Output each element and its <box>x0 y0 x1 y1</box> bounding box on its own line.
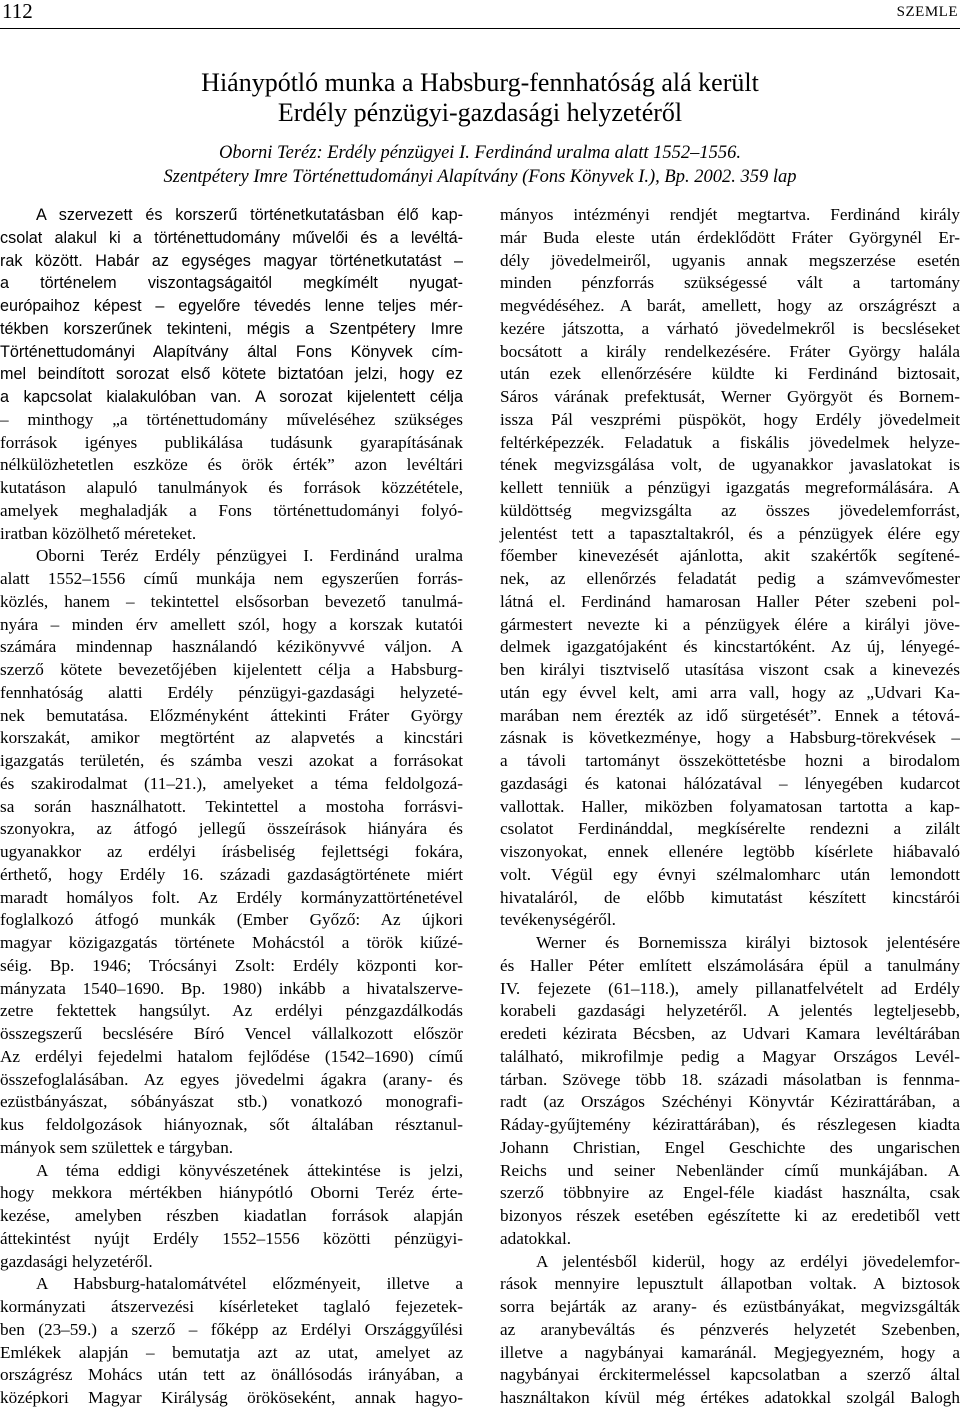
text-line: látná el. Ferdinánd hamarosan Haller Péter szebeni pol- <box>500 591 960 611</box>
page-number: 112 <box>2 0 33 23</box>
text-line: IV. fejezete (61–118.), amely pillanatfelvételt ad Erdély <box>500 978 960 998</box>
title-line: Erdély pénzügyi-gazdasági helyzetéről <box>277 98 683 127</box>
text-line: szerző kötete bevezetőjében kijelentett célja a Habsburg- <box>0 660 463 679</box>
text-line: számára mindennap használandó kézikönyvvé váljon. A <box>0 637 463 657</box>
page-header <box>0 0 960 30</box>
text-line: kormányzati átszervezési kísérleteket taglaló fejezetek- <box>0 1297 463 1316</box>
text-line: foglalkozó átfogó munkák (Ember Győző: Az újkori <box>0 910 463 930</box>
right-text-column <box>500 204 960 1410</box>
text-line: Reichs und seiner Nebenländer című munkájában. A <box>500 1160 960 1180</box>
text-line: nagybányai érckitermeléssel kapcsolatban a szerző által <box>500 1365 960 1385</box>
text-line: csolat alakul ki a történettudomány művelői és a levéltá- <box>0 228 463 247</box>
text-line: A jelentésből kiderül, hogy az erdélyi jövedelemfor- <box>536 1251 960 1271</box>
text-line: amelyek meghaladják a Fons történettudományi folyó- <box>0 500 463 520</box>
text-line: volt. Végül egy évnyi szélmalomharc után lemondott <box>500 864 960 884</box>
text-line: ugyanakkor az erdélyi írásbeliség fejlettségi fokára, <box>0 842 463 861</box>
text-line: Johann Christian, Engel Geschichte des ungarischen <box>500 1137 960 1157</box>
text-line: Történettudományi Alapítvány által Fons Könyvek cím- <box>0 342 463 361</box>
text-line: radt (az Országos Széchényi Könyvtár Kézirattárában, a <box>500 1092 960 1112</box>
text-line: megvédéséhez. A barát, amellett, hogy az országrészt a <box>500 296 960 315</box>
text-line: szerző többnyire az Engel-féle kiadást használta, csak <box>500 1183 960 1203</box>
text-line: országrész Mohács után tett az önállósodás irányában, a <box>0 1365 463 1385</box>
text-line: szonyokra, az átfogó jellegű összeírások hiányára és <box>0 819 463 839</box>
text-line: delmek igazgatójaként és kincstartóként. Az új, lényegé- <box>500 637 960 657</box>
text-line: zetre fektettek hangsúlyt. Az erdélyi pénzgazdálkodás <box>0 1001 463 1021</box>
text-line: európaihoz képest – egyelőre tévedés lenne teljes mér- <box>0 297 463 315</box>
text-line: gazdasági és katonai hálózatával – lényegében kudarcot <box>500 773 960 793</box>
article-title <box>0 68 960 128</box>
text-line: hivataláról, de előbb kimutatást készített kincstárói <box>500 887 960 907</box>
text-line: ben királyi tisztviselő utasítása viszont csak a kinevezés <box>500 660 960 679</box>
left-text-column <box>0 204 463 1410</box>
text-line: korabeli gazdasági helyzetéről. A jelentés legteljesebb, <box>500 1001 960 1021</box>
text-line: nyára – minden érv amellett szól, hogy a korszak kutatói <box>0 614 463 634</box>
text-line: eredeti kézirata Bécsben, az Udvari Kamara levéltárában <box>500 1024 960 1043</box>
text-line: igazgatás területén, és számba veszi azokat a forrásokat <box>0 751 463 770</box>
title-line: Hiánypótló munka a Habsburg-fennhatóság alá került <box>201 68 759 97</box>
text-line: Werner és Bornemissza királyi biztosok jelentésére <box>536 933 960 952</box>
text-line: ezüstbányászat, sóbányászat stb.) vonatkozó monografi- <box>0 1092 463 1112</box>
text-line: tevékenységéről. <box>500 910 616 930</box>
text-line: A szervezett és korszerű történetkutatásban élő kap- <box>36 206 463 224</box>
text-line: Emlékek alapján – bemutatja azt az utat, amelyet az <box>0 1342 463 1362</box>
text-line: – minthogy „a történettudomány műveléséhez szükséges <box>0 409 463 429</box>
text-line: tékben korszerűnek tekinteni, mégis a Szentpétery Imre <box>0 319 463 338</box>
text-line: sorra bejárták az arany- és ezüstbányákat, megvizsgálták <box>500 1297 960 1316</box>
text-line: az aranybeváltás és pénzverés helyzetét Szebenben, <box>500 1319 960 1339</box>
text-line: illetve a nagybányai kamaránál. Megjegyezném, hogy a <box>500 1342 960 1362</box>
text-line: küldöttség megvizsgálta az összes jövedelemforrást, <box>500 500 960 520</box>
text-line: maradt homályos folt. Az Erdély kormányzattörténetével <box>0 887 463 907</box>
text-line: mányzata 1540–1690. Bp. 1980) inkább a hivatalszerve- <box>0 978 463 998</box>
text-line: összegszerű becslésére Bíró Vencel vállalkozott először <box>0 1024 463 1043</box>
text-line: mányok sem születtek e tárgyban. <box>0 1137 234 1157</box>
text-line: A téma eddigi könyvészetének áttekintése is jelzi, <box>36 1160 463 1180</box>
text-line: Oborni Teréz Erdély pénzügyei I. Ferdinánd uralma <box>36 546 463 566</box>
text-line: fennhatóság alatti Erdély pénzügyi-gazdasági helyzeté- <box>0 682 463 702</box>
text-line: tének megvizsgálása volt, de ugyanakkor javaslatokat is <box>500 455 960 475</box>
text-line: már Buda eleste után érdeklődött Fráter Györgynél Er- <box>500 227 960 247</box>
text-line: korszakát, amikor megtörtént az alapvetés a kincstári <box>0 728 463 748</box>
text-line: és szakirodalmat (11–21.), amelyeket a téma feldolgozá- <box>0 773 463 793</box>
text-line: dély jövedelmeiről, ugyanis annak megszerzése esetén <box>500 250 960 270</box>
text-line: alatt 1552–1556 című munkája nem egyszerűen forrás- <box>0 569 463 588</box>
text-line: áttekintést nyújt Erdély 1552–1556 közötti pénzügyi- <box>0 1228 463 1248</box>
header-rule <box>0 28 960 29</box>
text-line: séig. Bp. 1946; Trócsányi Zsolt: Erdély központi kor- <box>0 955 463 975</box>
bib-line: Szentpétery Imre Történettudományi Alapítvány (Fons Könyvek I.), Bp. 2002. 359 lap <box>163 167 797 187</box>
text-line: kus feldolgozások hiányoznak, sőt általában résztanul- <box>0 1115 463 1134</box>
text-line: viszonyokat, ennek ellenére legtöbb kísérlete hiábavaló <box>500 842 960 861</box>
text-line: nek, az ellenőrzés feladatát pedig a számvevőmester <box>500 569 960 588</box>
text-line: A Habsburg-hatalomátvétel előzményeit, illetve a <box>36 1274 463 1294</box>
text-line: érthető, hogy Erdély 16. századi gazdaságtörténete miért <box>0 864 463 884</box>
text-line: magyar közigazgatás története Mohácstól a török kiűzé- <box>0 933 463 952</box>
text-line: kezése, amelyben részben kiadatlan források alapján <box>0 1206 463 1225</box>
bib-line: Oborni Teréz: Erdély pénzügyei I. Ferdinánd uralma alatt 1552–1556. <box>218 143 742 163</box>
text-line: közlés, hanem – tekintettel elsősorban bevezető tanulmá- <box>0 591 463 611</box>
text-line: gármestert nevezte ki a pénzügyek élére a királyi jöve- <box>500 614 960 634</box>
text-line: iratban közölhető méreteket. <box>0 523 197 543</box>
text-line: jelentést tett a tapasztaltakról, és a pénzügyek élére egy <box>500 523 960 543</box>
text-line: nélkülözhetetlen eszköze és örök érték” azon levéltári <box>0 455 463 475</box>
text-line: marában nem érezték az idő sürgetését”. Ennek a tétová- <box>500 705 960 725</box>
text-line: feltérképezzék. Feladatuk a fiskális jövedelmek helyze- <box>500 432 960 452</box>
text-line: Az erdélyi fejedelmi hatalom fejlődése (1542–1690) című <box>0 1046 463 1066</box>
text-line: sa során használhatott. Tekintettel a mostoha forrásvi- <box>0 796 463 816</box>
text-line: a távoli tartományt összeköttetésbe hozni a birodalom <box>500 751 960 770</box>
text-line: vallottak. Haller, miközben folyamatosan tartotta a kap- <box>500 796 960 816</box>
text-line: után egy évvel kelt, ami arra vall, hogy az „Udvari Ka- <box>500 682 960 702</box>
text-line: mel beindított sorozat első kötete biztatóan jelzi, hogy ez <box>0 365 463 384</box>
text-line: mányos intézményi rendjét megtartva. Ferdinánd király <box>500 205 960 224</box>
text-line: használtakon kívül még értékes adatokkal szolgál Balogh <box>500 1388 960 1407</box>
text-line: összefoglalásában. Az egyes jövedelmi ágakra (arany- és <box>0 1069 463 1089</box>
text-line: rak között. Habár az egységes magyar történetkutatást – <box>0 251 463 270</box>
text-line: Sáros várának prefektusát, Werner Györgyöt és Bornem- <box>500 387 960 406</box>
text-line: ben (23–59.) a szerző – főképp az Erdélyi Országgyűlési <box>0 1319 463 1339</box>
text-line: nek bemutatása. Előzményként áttekinti Fráter György <box>0 705 463 725</box>
text-line: adatokkal. <box>500 1228 572 1248</box>
text-line: főember kinevezését ajánlotta, akit szakértők segítené- <box>500 546 960 566</box>
text-line: gazdasági helyzetéről. <box>0 1251 153 1271</box>
text-line: issza Pál veszprémi püspököt, hogy Erdély jövedelmeit <box>500 409 960 429</box>
bibliographic-reference <box>0 141 960 189</box>
text-line: kutatáson alapuló tanulmányok és források közzététele, <box>0 478 463 497</box>
running-head: SZEMLE <box>896 4 958 20</box>
text-line: rások mennyire lepusztult állapotban voltak. A biztosok <box>500 1274 960 1294</box>
text-line: kellett tenniük a pénzügyi igazgatás megreformálására. A <box>500 478 960 497</box>
text-line: középkori Magyar Királyság örököseként, annak hagyo- <box>0 1388 463 1407</box>
text-line: és Haller Péter említett elszámolására épül a tanulmány <box>500 955 960 975</box>
text-line: zásnak is következménye, hogy a Habsburg-törekvések – <box>500 728 960 748</box>
text-line: források igényes publikálása tudásunk gyarapításának <box>0 432 463 452</box>
text-line: minden pénzforrás szükségessé vált a tartomány <box>500 273 960 293</box>
text-line: kezére játszotta, a várható jövedelmekről is becsléseket <box>500 318 960 338</box>
text-line: tárban. Szövege több 18. századi másolatban is fennma- <box>500 1069 960 1089</box>
text-line: hogy mekkora mértékben hiánypótló Oborni Teréz érte- <box>0 1183 463 1203</box>
text-line: Ráday-gyűjtemény kézirattárában), és részlegesen kiadta <box>500 1115 960 1134</box>
text-line: a történelem viszontagságaitól megkímélt nyugat- <box>0 274 463 293</box>
text-line: bizonyos részek esetében egészítette ki az eredetiből vett <box>500 1206 960 1225</box>
text-line: után ezek ellenőrzésére küldte ki Ferdinánd biztosait, <box>500 364 960 384</box>
text-line: csolatot Ferdinánddal, megkísérelte rendezni a zilált <box>500 819 960 839</box>
text-line: található, mikrofilmje pedig a Magyar Országos Levél- <box>500 1046 960 1066</box>
text-line: bocsátott a király rendelkezésére. Fráter György halála <box>500 341 960 361</box>
text-line: a kapcsolat kialakulóban van. A sorozat kijelentett célja <box>0 388 463 406</box>
